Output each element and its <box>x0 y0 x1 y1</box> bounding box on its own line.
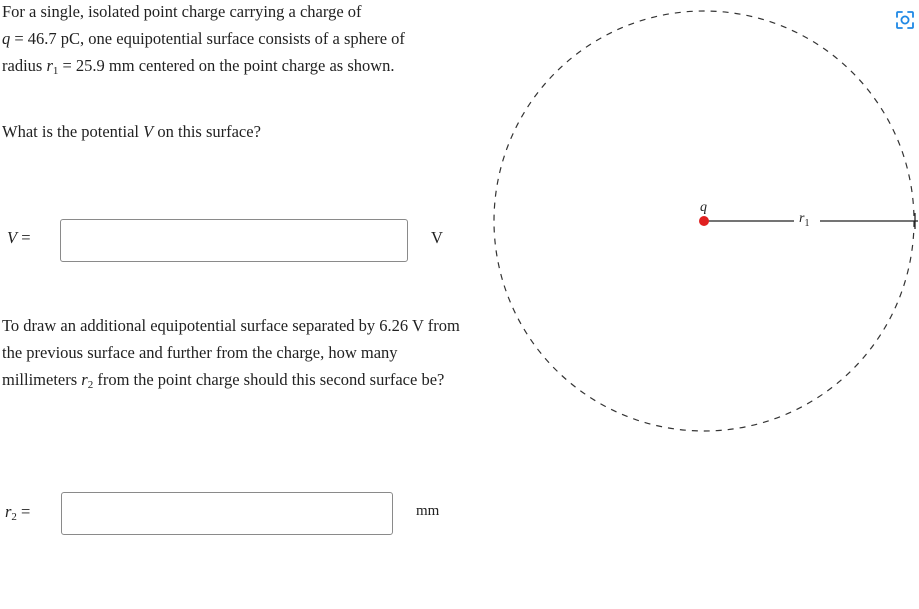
question2-pre: To draw an additional equipotential surface separated by 6.26 V from the previous surface and further from the charge, how many millimeters <box>2 316 460 389</box>
intro-charge-equation: = 46.7 pC, one equipotential surface consists of a sphere of <box>10 29 405 48</box>
equipotential-diagram <box>470 0 919 450</box>
intro-radius-word: radius <box>2 56 47 75</box>
radius-variable: r <box>46 56 53 75</box>
potential-answer-label <box>7 228 31 248</box>
question2-text <box>2 312 462 393</box>
focus-icon[interactable] <box>894 9 916 31</box>
point-charge <box>699 216 709 226</box>
question1-text <box>2 118 462 145</box>
charge-label: q <box>700 200 707 215</box>
radius-answer-label <box>5 502 30 522</box>
radius-unit: mm <box>416 503 440 519</box>
potential-answer-input[interactable] <box>60 219 408 262</box>
potential-label-equals: = <box>17 228 31 247</box>
charge-variable: q <box>2 29 11 48</box>
question2-post: from the point charge should this second surface be? <box>93 370 445 389</box>
question2-variable: r <box>81 370 88 389</box>
question1-post: on this surface? <box>153 122 261 141</box>
question1-pre: What is the potential <box>2 122 144 141</box>
question2-subscript: 2 <box>87 379 94 391</box>
intro-line1: For a single, isolated point charge carrying a charge of <box>2 2 362 21</box>
problem-intro <box>2 0 462 79</box>
potential-unit: V <box>431 228 443 247</box>
radius-label-equals: = <box>16 502 31 521</box>
question1-variable: V <box>143 122 154 141</box>
intro-radius-equation: = 25.9 mm centered on the point charge as shown. <box>58 56 395 75</box>
radius-label-var: r <box>799 211 805 226</box>
radius-label-sub: 1 <box>804 218 810 229</box>
radius-label-variable: r <box>5 502 12 521</box>
radius-subscript: 1 <box>52 65 59 77</box>
radius-answer-input[interactable] <box>61 492 393 535</box>
potential-label-variable: V <box>7 228 18 247</box>
radius-label-subscript: 2 <box>11 511 17 523</box>
